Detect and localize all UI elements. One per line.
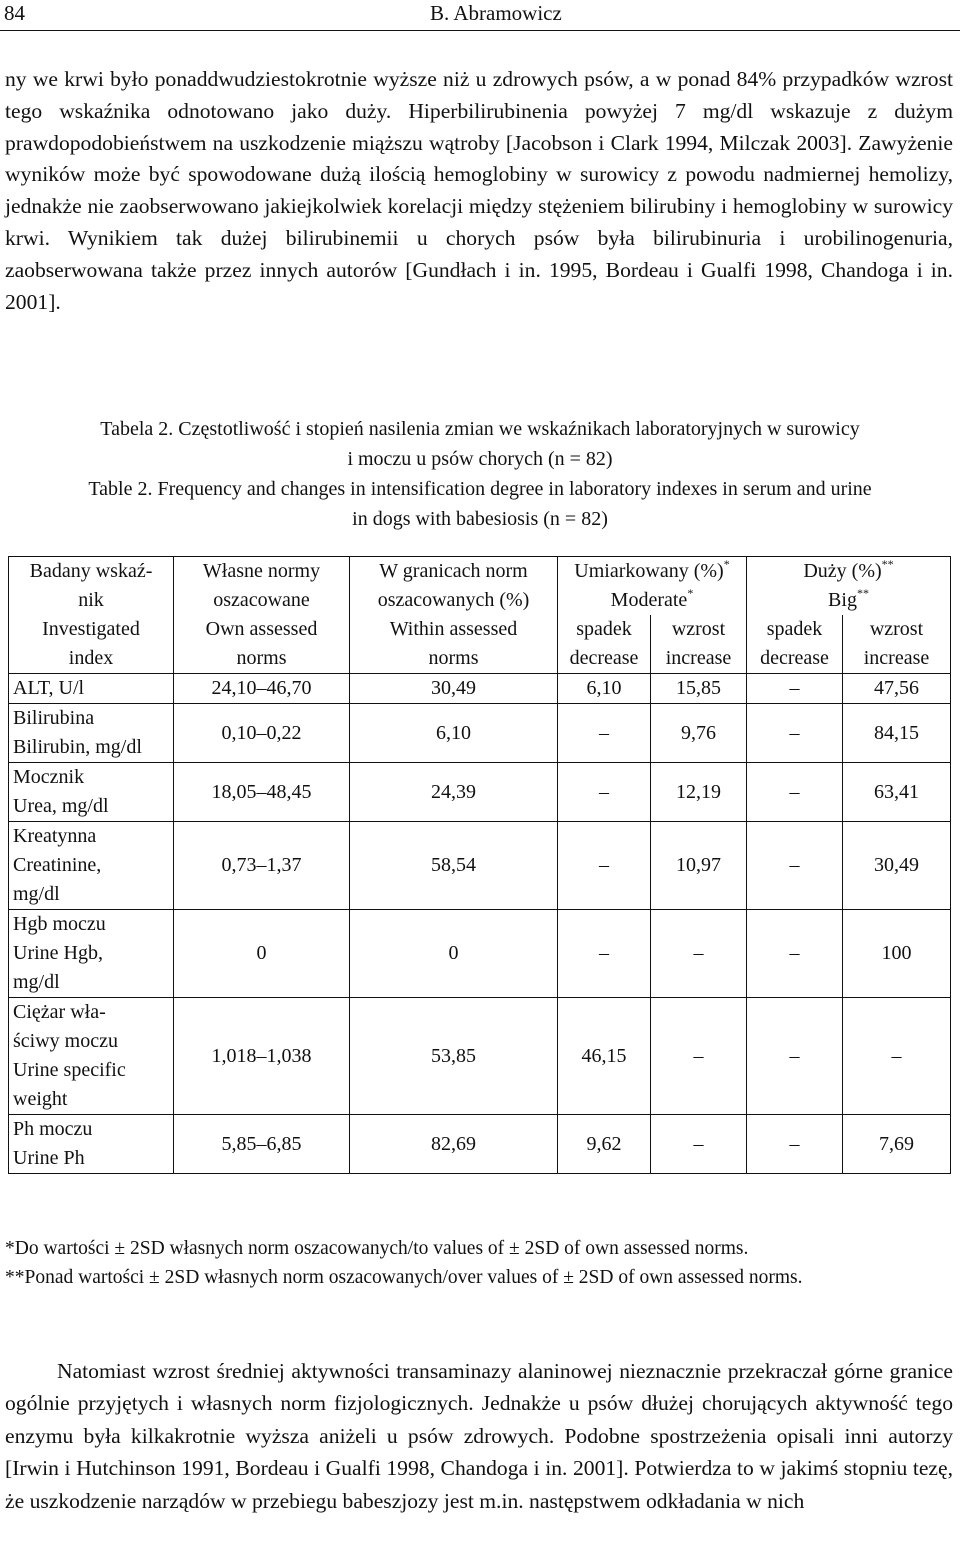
running-title: B. Abramowicz <box>430 1 562 25</box>
subheader-moderate-increase: wzrost increase <box>651 615 747 674</box>
cell-mod-inc: – <box>651 998 747 1115</box>
body-paragraph-2: Natomiast wzrost średniej aktywności transaminazy alaninowej nieznacznie przekraczał górne granice ogólnie przyjętych i własnych norm fizjologicznych. Jednakże u psów dłużej chorujących aktywność tego enzymu była kilkakrotnie wyższa aniżeli u psów zdrowych. Podobne spostrzeżenia opisali inni autorzy [Irwin i Hutchinson 1991, Bordeau i Gualfi 1998, Chandoga i in. 2001]. Potwierdza to w jakimś stopniu tezę, że uszkodzenie narządów w przebiegu babeszjozy jest m.in. następstwem odkładania w nich <box>5 1359 953 1513</box>
page-header <box>0 0 960 31</box>
cell-within: 0 <box>350 910 558 998</box>
table-row <box>9 822 951 910</box>
table-caption-english <box>0 474 960 534</box>
caption-pl-line-2: i moczu u psów chorych (n = 82) <box>347 448 613 470</box>
cell-within: 58,54 <box>350 822 558 910</box>
cell-big-inc: 63,41 <box>843 763 951 822</box>
subheader-big-increase: wzrost increase <box>843 615 951 674</box>
cell-norms: 18,05–48,45 <box>174 763 350 822</box>
table-row <box>9 763 951 822</box>
row-label: Ph moczu Urine Ph <box>9 1115 174 1174</box>
table-row <box>9 910 951 998</box>
row-label: ALT, U/l <box>9 674 174 704</box>
cell-within: 24,39 <box>350 763 558 822</box>
cell-big-dec: – <box>747 822 843 910</box>
cell-mod-inc: 10,97 <box>651 822 747 910</box>
header-big: Duży (%)** Big** <box>747 557 951 616</box>
footnote-double-asterisk: **Ponad wartości ± 2SD własnych norm oszacowanych/over values of ± 2SD of own assessed norms. <box>5 1267 803 1288</box>
header-moderate: Umiarkowany (%)* Moderate* <box>558 557 747 616</box>
cell-mod-inc: – <box>651 910 747 998</box>
cell-mod-dec: 46,15 <box>558 998 651 1115</box>
cell-big-inc: 84,15 <box>843 704 951 763</box>
cell-norms: 0,73–1,37 <box>174 822 350 910</box>
cell-big-dec: – <box>747 998 843 1115</box>
row-label: Ciężar wła- ściwy moczu Urine specific weight <box>9 998 174 1115</box>
cell-big-dec: – <box>747 910 843 998</box>
row-label: Kreatynna Creatinine, mg/dl <box>9 822 174 910</box>
table-row <box>9 674 951 704</box>
header-within-norms: W granicach norm oszacowanych (%) Within assessed norms <box>350 557 558 674</box>
cell-mod-inc: 12,19 <box>651 763 747 822</box>
cell-mod-dec: – <box>558 763 651 822</box>
subheader-big-decrease: spadek decrease <box>747 615 843 674</box>
table-caption-polish <box>0 414 960 474</box>
cell-big-dec: – <box>747 1115 843 1174</box>
caption-en-line-1: Table 2. Frequency and changes in intensification degree in laboratory indexes in serum and urine <box>88 478 872 500</box>
table-row <box>9 1115 951 1174</box>
cell-within: 53,85 <box>350 998 558 1115</box>
cell-mod-dec: – <box>558 910 651 998</box>
row-label: Hgb moczu Urine Hgb, mg/dl <box>9 910 174 998</box>
cell-mod-inc: – <box>651 1115 747 1174</box>
row-label: Bilirubina Bilirubin, mg/dl <box>9 704 174 763</box>
cell-norms: 0 <box>174 910 350 998</box>
caption-pl-line-1: Tabela 2. Częstotliwość i stopień nasilenia zmian we wskaźnikach laboratoryjnych w surowicy <box>100 418 860 440</box>
body-paragraph-1: ny we krwi było ponaddwudziestokrotnie wyższe niż u zdrowych psów, a w ponad 84% przypadków wzrost tego wskaźnika odnotowano jako duży. Hiperbilirubinenia powyżej 7 mg/dl wskazuje z dużym prawdopodobieństwem na uszkodzenie miąższu wątroby [Jacobson i Clark 1994, Milczak 2003]. Zawyżenie wyników może być spowodowane dużą ilością hemoglobiny w surowicy z powodu nadmiernej hemolizy, jednakże nie zaobserwowano jakiejkolwiek korelacji między stężeniem bilirubiny i hemoglobiny w surowicy krwi. Wynikiem tak dużej bilirubinemii u chorych psów była bilirubinuria i urobilinogenuria, zaobserwowana także przez innych autorów [Gundłach i in. 1995, Bordeau i Gualfi 1998, Chandoga i in. 2001]. <box>5 67 953 314</box>
table-header-row <box>9 557 951 616</box>
row-label: Mocznik Urea, mg/dl <box>9 763 174 822</box>
laboratory-indexes-table <box>8 556 951 1174</box>
cell-big-inc: 100 <box>843 910 951 998</box>
footnote-single-asterisk: *Do wartości ± 2SD własnych norm oszacowanych/to values of ± 2SD of own assessed norms. <box>5 1238 749 1259</box>
cell-big-inc: 7,69 <box>843 1115 951 1174</box>
cell-big-inc: 30,49 <box>843 822 951 910</box>
cell-mod-inc: 15,85 <box>651 674 747 704</box>
cell-norms: 0,10–0,22 <box>174 704 350 763</box>
cell-big-dec: – <box>747 763 843 822</box>
page-number: 84 <box>4 1 25 25</box>
table-row <box>9 704 951 763</box>
cell-norms: 24,10–46,70 <box>174 674 350 704</box>
cell-big-inc: – <box>843 998 951 1115</box>
cell-big-dec: – <box>747 704 843 763</box>
cell-mod-inc: 9,76 <box>651 704 747 763</box>
cell-mod-dec: 6,10 <box>558 674 651 704</box>
cell-mod-dec: 9,62 <box>558 1115 651 1174</box>
cell-within: 30,49 <box>350 674 558 704</box>
cell-big-dec: – <box>747 674 843 704</box>
header-own-norms: Własne normy oszacowane Own assessed norms <box>174 557 350 674</box>
subheader-moderate-decrease: spadek decrease <box>558 615 651 674</box>
cell-within: 82,69 <box>350 1115 558 1174</box>
cell-mod-dec: – <box>558 704 651 763</box>
cell-big-inc: 47,56 <box>843 674 951 704</box>
cell-within: 6,10 <box>350 704 558 763</box>
table-row <box>9 998 951 1115</box>
cell-mod-dec: – <box>558 822 651 910</box>
cell-norms: 5,85–6,85 <box>174 1115 350 1174</box>
caption-en-line-2: in dogs with babesiosis (n = 82) <box>352 508 608 530</box>
header-index: Badany wskaź- nik Investigated index <box>9 557 174 674</box>
cell-norms: 1,018–1,038 <box>174 998 350 1115</box>
table-body <box>9 674 951 1174</box>
